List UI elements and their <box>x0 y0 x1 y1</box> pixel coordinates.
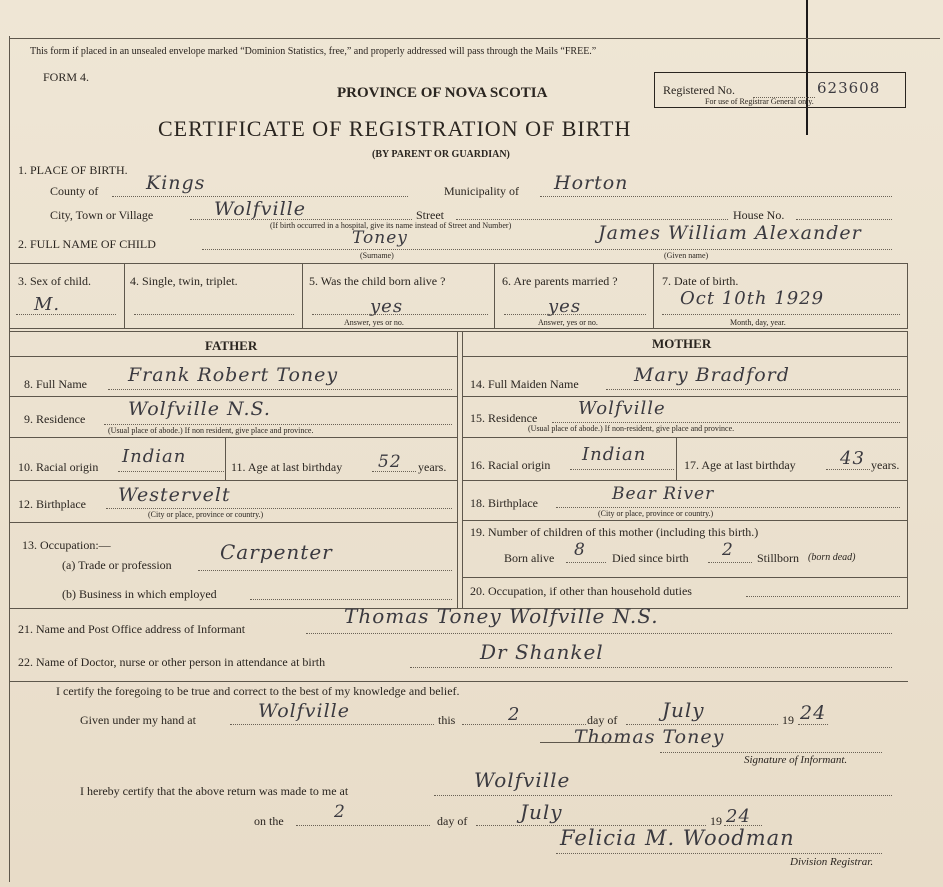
stillborn-caption: (born dead) <box>808 552 856 563</box>
doctor-label: 22. Name of Doctor, nurse or other person in attendance at birth <box>18 655 326 669</box>
mother-name-label: 14. Full Maiden Name <box>470 377 579 391</box>
mother-children-label: 19. Number of children of this mother (including this birth.) <box>470 525 759 539</box>
given-under-hand-label: Given under my hand at <box>80 713 196 727</box>
given-day-value: 2 <box>508 704 521 725</box>
father-trade-label: (a) Trade or profession <box>62 558 172 572</box>
born-alive-caption: Answer, yes or no. <box>344 318 404 327</box>
municipality-label: Municipality of <box>444 184 519 198</box>
form-number: FORM 4. <box>43 70 90 84</box>
father-trade-value: Carpenter <box>220 540 333 564</box>
father-occupation-label: 13. Occupation:— <box>22 538 111 552</box>
registrar-general-note: For use of Registrar General only. <box>705 97 814 106</box>
mother-birthplace-label: 18. Birthplace <box>470 496 538 510</box>
municipality-value: Horton <box>554 172 629 194</box>
informant-signature: Thomas Toney <box>574 726 725 748</box>
mother-age-value: 43 <box>840 448 865 469</box>
born-alive-count-label: Born alive <box>504 551 555 565</box>
father-birthplace-caption: (City or place, province or country.) <box>148 510 264 519</box>
hospital-note: (If birth occurred in a hospital, give its name instead of Street and Number) <box>270 221 512 230</box>
child-surname: Toney <box>352 228 408 248</box>
surname-caption: (Surname) <box>360 251 394 260</box>
child-name-label: 2. FULL NAME OF CHILD <box>18 237 156 251</box>
given-year-value: 24 <box>800 702 827 724</box>
top-rule <box>9 38 940 39</box>
registrar-day-value: 2 <box>334 802 346 822</box>
doctor-value: Dr Shankel <box>480 640 604 664</box>
city-value: Wolfville <box>214 198 306 220</box>
this-label: this <box>438 713 456 727</box>
father-name-label: 8. Full Name <box>24 377 87 391</box>
father-name-value: Frank Robert Toney <box>128 364 339 386</box>
father-racial-value: Indian <box>122 446 187 467</box>
street-label: Street <box>416 208 444 222</box>
given-place-value: Wolfville <box>258 700 350 722</box>
father-residence-value: Wolfville N.S. <box>128 398 271 420</box>
child-given-name: James William Alexander <box>598 222 862 244</box>
father-birthplace-value: Westervelt <box>118 484 231 506</box>
born-alive-label: 5. Was the child born alive ? <box>309 274 446 288</box>
informant-value: Thomas Toney Wolfville N.S. <box>344 604 659 628</box>
province-heading: PROVINCE OF NOVA SCOTIA <box>337 85 548 101</box>
certificate-title: CERTIFICATE OF REGISTRATION OF BIRTH <box>158 116 632 141</box>
registered-number: 623608 <box>817 79 881 97</box>
date-of-birth-value: Oct 10th 1929 <box>680 288 825 309</box>
mother-occupation-label: 20. Occupation, if other than household duties <box>470 584 692 598</box>
corner-mark <box>806 0 808 135</box>
father-heading: FATHER <box>205 338 258 353</box>
registrar-day-of-label: day of <box>437 814 468 828</box>
mother-age-label: 17. Age at last birthday <box>684 458 796 472</box>
parents-married-label: 6. Are parents married ? <box>502 274 618 288</box>
informant-label: 21. Name and Post Office address of Informant <box>18 622 246 636</box>
mail-notice: This form if placed in an unsealed envelope marked “Dominion Statistics, free,” and properly addressed will pass through the Mails “FREE.” <box>30 46 597 57</box>
mother-racial-label: 16. Racial origin <box>470 458 551 472</box>
registered-label: Registered No. <box>663 83 735 97</box>
father-racial-label: 10. Racial origin <box>18 460 99 474</box>
county-value: Kings <box>146 172 206 194</box>
certificate-subtitle: (BY PARENT OR GUARDIAN) <box>372 149 510 160</box>
parents-married-value: yes <box>548 296 582 317</box>
mother-heading: MOTHER <box>652 336 712 351</box>
mother-name-value: Mary Bradford <box>634 364 790 386</box>
informant-signature-caption: Signature of Informant. <box>744 754 848 766</box>
mother-residence-label: 15. Residence <box>470 411 538 425</box>
plurality-label: 4. Single, twin, triplet. <box>130 274 238 288</box>
father-years-label: years. <box>418 460 447 474</box>
registered-box <box>654 72 906 108</box>
mother-residence-caption: (Usual place of abode.) If non-resident, give place and province. <box>528 424 735 433</box>
sex-label: 3. Sex of child. <box>18 274 91 288</box>
registrar-signature: Felicia M. Woodman <box>560 826 795 850</box>
father-age-value: 52 <box>378 452 402 472</box>
died-since-birth-label: Died since birth <box>612 551 689 565</box>
born-alive-value: yes <box>370 296 404 317</box>
father-residence-label: 9. Residence <box>24 412 86 426</box>
registrar-year-value: 24 <box>726 806 751 827</box>
parents-married-caption: Answer, yes or no. <box>538 318 598 327</box>
division-registrar-caption: Division Registrar. <box>790 856 874 868</box>
house-number-label: House No. <box>733 208 785 222</box>
given-month-value: July <box>662 698 705 722</box>
mother-residence-value: Wolfville <box>578 398 666 419</box>
died-since-birth-count: 2 <box>722 540 734 560</box>
father-residence-caption: (Usual place of abode.) If non resident, give place and province. <box>108 426 314 435</box>
registrar-place-value: Wolfville <box>474 768 571 792</box>
date-of-birth-label: 7. Date of birth. <box>662 274 739 288</box>
given-year-prefix: 19 <box>782 713 794 727</box>
mother-birthplace-value: Bear River <box>612 484 715 504</box>
left-margin-line <box>9 36 10 882</box>
on-the-label: on the <box>254 814 284 828</box>
born-alive-count: 8 <box>574 540 586 560</box>
registrar-year-prefix: 19 <box>710 814 722 828</box>
mother-years-label: years. <box>871 458 900 472</box>
city-label: City, Town or Village <box>50 208 154 222</box>
father-business-label: (b) Business in which employed <box>62 587 217 601</box>
registrar-month-value: July <box>520 800 563 824</box>
father-age-label: 11. Age at last birthday <box>231 460 343 474</box>
given-name-caption: (Given name) <box>664 251 709 260</box>
sex-value: M. <box>34 294 61 315</box>
stillborn-label: Stillborn <box>757 551 800 565</box>
place-of-birth-heading: 1. PLACE OF BIRTH. <box>18 163 128 177</box>
date-of-birth-caption: Month, day, year. <box>730 318 786 327</box>
county-label: County of <box>50 184 99 198</box>
registrar-statement: I hereby certify that the above return was made to me at <box>80 784 349 798</box>
certify-statement: I certify the foregoing to be true and correct to the best of my knowledge and belief. <box>56 684 460 698</box>
day-of-label: day of <box>587 713 618 727</box>
father-birthplace-label: 12. Birthplace <box>18 497 86 511</box>
mother-birthplace-caption: (City or place, province or country.) <box>598 509 714 518</box>
mother-racial-value: Indian <box>582 444 647 465</box>
